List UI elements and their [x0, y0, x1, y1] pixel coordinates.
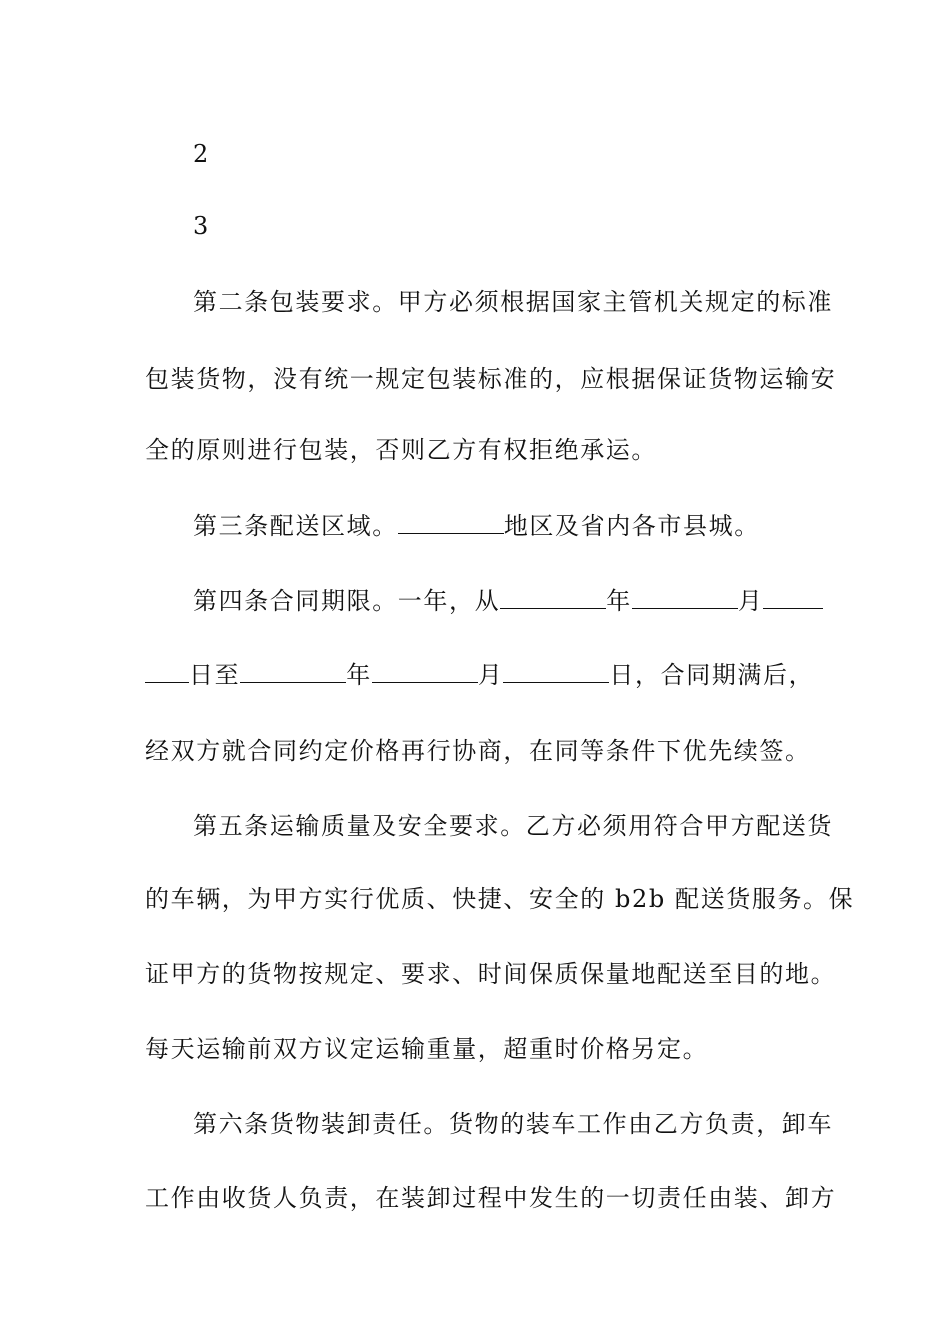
month-label: 月	[737, 587, 764, 615]
article-3-text-a: 第三条配送区域。	[193, 512, 398, 540]
end-year-blank	[240, 660, 346, 683]
article-3-text-b: 地区及省内各市县城。	[503, 512, 760, 540]
article-5-line-1: 第五条运输质量及安全要求。乙方必须用符合甲方配送货	[193, 812, 833, 840]
start-year-blank	[500, 586, 606, 609]
article-5-line-2: 的车辆，为甲方实行优质、快捷、安全的 b2b 配送货服务。保	[145, 885, 855, 913]
list-number-2: 2	[193, 140, 209, 168]
start-day-blank-part-2	[145, 660, 189, 683]
article-4-line-3: 经双方就合同约定价格再行协商，在同等条件下优先续签。	[145, 737, 811, 765]
end-month-blank	[372, 660, 478, 683]
end-month-label: 月	[477, 661, 504, 689]
article-3-line	[193, 510, 805, 542]
article-6-line-2: 工作由收货人负责，在装卸过程中发生的一切责任由装、卸方	[145, 1184, 837, 1212]
list-number-3: 3	[193, 212, 209, 240]
day-to-label: 日至	[189, 661, 241, 689]
end-year-label: 年	[346, 661, 372, 689]
article-4-tail: 日，合同期满后，	[609, 661, 815, 689]
end-day-blank	[503, 660, 609, 683]
article-4-line-2	[145, 659, 815, 691]
year-label: 年	[606, 587, 632, 615]
start-day-blank-part-1	[763, 586, 823, 609]
article-2-line-3: 全的原则进行包装，否则乙方有权拒绝承运。	[145, 436, 657, 464]
article-6-line-1: 第六条货物装卸责任。货物的装车工作由乙方负责，卸车	[193, 1110, 833, 1138]
region-blank	[398, 511, 504, 534]
article-4-text-a: 第四条合同期限。一年，从	[193, 587, 501, 615]
article-4-line-1	[193, 585, 805, 617]
start-month-blank	[632, 586, 738, 609]
article-5-line-3: 证甲方的货物按规定、要求、时间保质保量地配送至目的地。	[145, 960, 837, 988]
article-5-line-4: 每天运输前双方议定运输重量，超重时价格另定。	[145, 1035, 709, 1063]
article-2-line-2: 包装货物，没有统一规定包装标准的，应根据保证货物运输安	[145, 365, 837, 393]
article-2-line-1: 第二条包装要求。甲方必须根据国家主管机关规定的标准	[193, 288, 833, 316]
